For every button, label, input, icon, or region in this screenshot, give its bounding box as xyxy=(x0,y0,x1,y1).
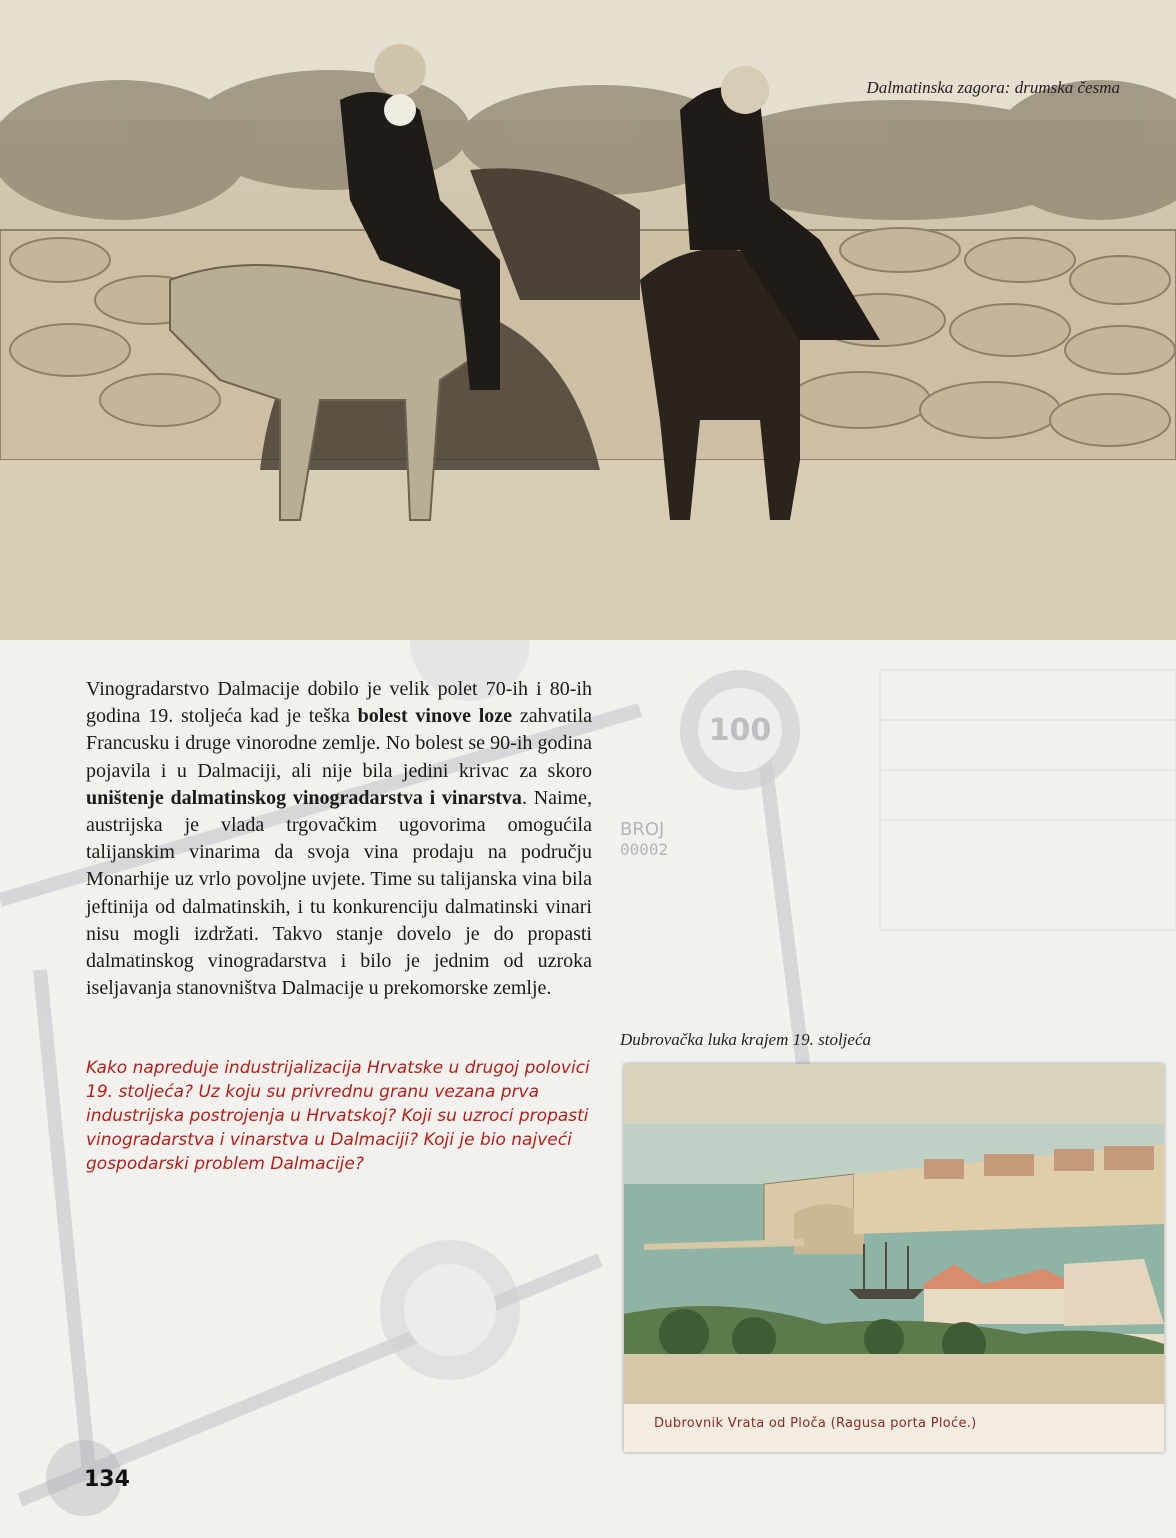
page-number: 134 xyxy=(84,1467,130,1492)
watermark-broj-value: 00002 xyxy=(620,840,669,859)
photo-caption-top: Dalmatinska zagora: drumska česma xyxy=(866,78,1120,97)
text-segment: . Naime, austrijska je vlada trgovačkim ugovorima omogućila talijanskim vinarima da svoja vina prodaju na području Monarhije uz vrlo povoljne uvjete. Time su talijanska vina bila jeftinija od dalmatinskih, i tu konkurenciju dalmatinski vinari nisu mogli izdržati. Takvo stanje dovelo je do propasti dalmatinskog vinogradarstva i bilo je jednim od uzroka iseljavanja stanovništva Dalmacije u prekomorske zemlje. xyxy=(86,786,592,1000)
review-questions: Kako napreduje industrijalizacija Hrvatske u drugoj polovici 19. stoljeća? Uz koju su privrednu granu vezana prva industrijska postrojenja u Hrvatskoj? Koji su uzroci propasti vinogradarstva i vinarstva u Dalmaciji? Koji je bio najveći gospodarski problem Dalmacije? xyxy=(86,1058,590,1174)
bold-term-vine-disease: bolest vinove loze xyxy=(357,705,513,728)
postcard-caption-label: Dubrovačka luka krajem 19. stoljeća xyxy=(620,1030,871,1049)
main-paragraph xyxy=(86,676,592,1002)
postcard-printed-title: Dubrovnik Vrata od Ploča (Ragusa porta Ploće.) xyxy=(654,1416,977,1431)
dubrovnik-postcard xyxy=(624,1064,1164,1452)
watermark-broj-label: BROJ xyxy=(620,819,665,840)
historic-photo-donkeys xyxy=(0,0,1176,640)
bold-term-destruction: uništenje dalmatinskog vinogradarstva i vinarstva xyxy=(86,786,522,809)
text-segment: zahvatila Francusku i druge vinorodne zemlje. No bolest se 90-ih godina pojavila i u Dalmaciji, ali nije bila jedini krivac za skoro xyxy=(86,705,593,782)
text-segment: Vinogradarstvo Dalmacije dobilo je velik polet 70-ih i 80-ih godina 19. stoljeća kad je teška xyxy=(86,678,592,728)
watermark-denomination: 100 xyxy=(708,713,772,748)
